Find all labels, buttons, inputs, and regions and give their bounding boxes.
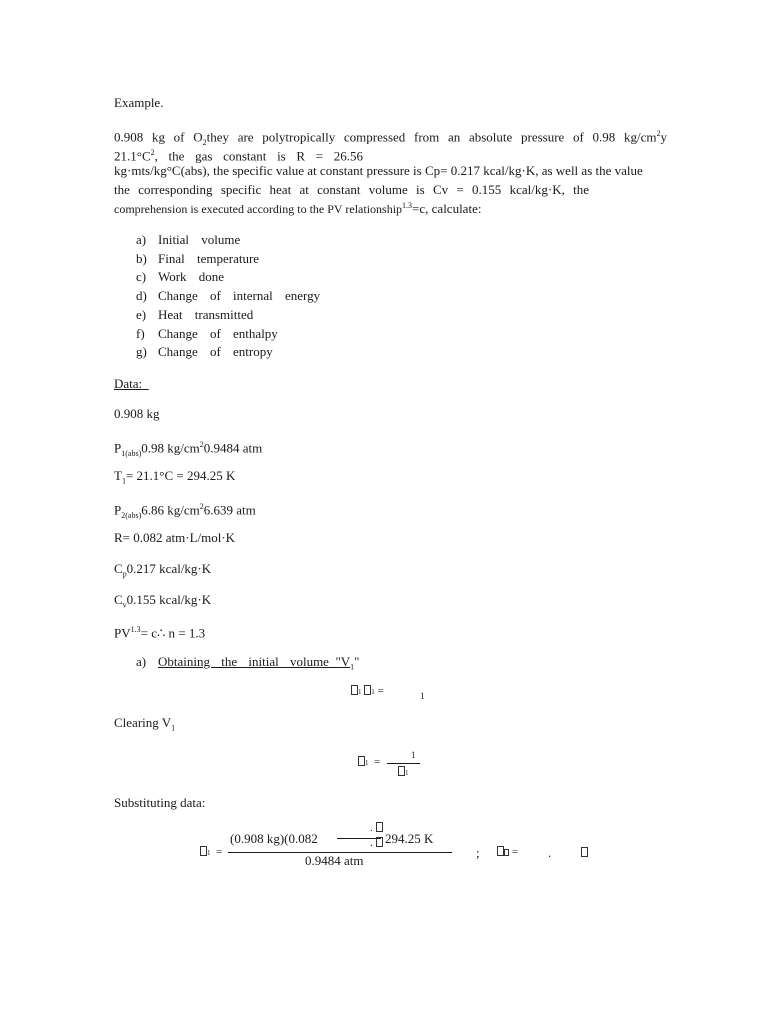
dot: . xyxy=(370,837,373,849)
statement-line-4: the corresponding specific heat at constant volume is Cv = 0.155 kcal/kg·K, the xyxy=(114,182,589,197)
statement-line-2 xyxy=(114,145,363,164)
missing-glyph-icon xyxy=(376,837,383,847)
statement-text: 21.1°C xyxy=(114,148,151,164)
list-item xyxy=(136,343,320,362)
list-letter: b) xyxy=(136,250,147,266)
missing-glyph-icon xyxy=(376,822,383,832)
list-letter: d) xyxy=(136,288,147,304)
subscript: 2(abs) xyxy=(121,510,142,520)
data-cv xyxy=(114,592,211,614)
fraction-bar xyxy=(387,763,420,764)
superscript: 1.3 xyxy=(402,201,413,210)
superscript: 1.3 xyxy=(130,625,141,634)
list-text: Final temperature xyxy=(158,250,260,266)
data-pv xyxy=(114,622,205,641)
data-text: PV xyxy=(114,625,131,641)
list-letter: g) xyxy=(136,344,147,360)
list-item xyxy=(136,306,320,325)
missing-glyph-icon xyxy=(581,847,588,857)
dot: . xyxy=(370,822,373,834)
data-text: C xyxy=(114,561,123,576)
subscript: 1 xyxy=(350,662,355,672)
data-p1 xyxy=(114,437,262,462)
statement-line-3: kg·mts/kg°C(abs), the specific value at constant pressure is Cp= 0.217 kcal/kg·K, as well as the value xyxy=(114,163,643,178)
data-mass: 0.908 kg xyxy=(114,406,160,421)
superscript: 2 xyxy=(150,148,155,157)
missing-glyph-icon xyxy=(351,685,358,695)
list-item xyxy=(136,287,320,306)
fraction-numerator-sub: 1 xyxy=(411,750,416,760)
list-letter: a) xyxy=(136,232,147,247)
data-t1 xyxy=(114,468,235,490)
clearing-text: Clearing V xyxy=(114,715,172,730)
semicolon: ; xyxy=(476,845,480,860)
substitution-numerator: (0.908 kg)(0.082 xyxy=(230,831,318,846)
step-a-heading xyxy=(136,654,359,676)
statement-text: =c, calculate: xyxy=(412,201,482,216)
substituting-label: Substituting data: xyxy=(114,795,206,810)
equation-substitution-lhs: 1 = xyxy=(200,846,222,858)
missing-glyph-icon xyxy=(358,756,365,766)
missing-glyph-icon xyxy=(497,846,504,856)
unit-fragment-bottom xyxy=(370,837,383,849)
clearing-label xyxy=(114,715,175,737)
data-text: P xyxy=(114,502,122,518)
list-letter: e) xyxy=(136,306,147,322)
data-text: T xyxy=(114,468,122,483)
equals-sign: = xyxy=(377,685,384,697)
data-text: 0.155 kcal/kg·K xyxy=(126,592,212,607)
missing-glyph-icon xyxy=(398,766,405,776)
example-title: Example. xyxy=(114,95,164,110)
questions-list xyxy=(136,231,320,362)
superscript: 2 xyxy=(199,440,204,449)
statement-text: , the gas constant is R = 26.56 xyxy=(154,148,363,164)
data-heading xyxy=(114,376,149,392)
list-item xyxy=(136,325,320,344)
data-text: 6.86 kg/cm xyxy=(141,502,200,518)
list-text: Work done xyxy=(158,269,225,285)
list-letter: c) xyxy=(136,269,147,285)
subscript: p xyxy=(122,569,127,579)
equation-v1: 1 = xyxy=(358,756,380,768)
substitution-temperature: 294.25 K xyxy=(385,831,434,846)
superscript: 2 xyxy=(199,502,204,511)
data-p2 xyxy=(114,499,256,524)
data-cp xyxy=(114,561,211,583)
equals-sign: = xyxy=(216,846,223,858)
result-unit xyxy=(581,847,588,859)
missing-glyph-icon xyxy=(504,849,509,856)
data-heading-text: Data: xyxy=(114,376,143,391)
list-item xyxy=(136,268,320,287)
data-text: 0.9484 atm xyxy=(203,440,263,456)
statement-text: they are polytropically compressed from an absolute pressure of 0.98 kg/cm xyxy=(206,129,657,145)
statement-line-5 xyxy=(114,201,481,217)
subscript: 1 xyxy=(171,723,176,733)
list-text: Change of entropy xyxy=(158,344,273,360)
data-text: C xyxy=(114,592,123,607)
subscript: v xyxy=(122,600,127,610)
equation-ideal-gas: 1 1 = xyxy=(351,685,384,697)
list-item xyxy=(136,231,320,250)
statement-text: comprehension is executed according to the PV relationship xyxy=(114,202,403,216)
missing-glyph-icon xyxy=(200,846,207,856)
data-r: R= 0.082 atm·L/mol·K xyxy=(114,530,236,545)
equals-sign: = xyxy=(374,756,381,768)
subscript: 2 xyxy=(202,137,207,147)
step-quote-end: " xyxy=(354,654,360,669)
list-letter: f) xyxy=(136,325,145,341)
statement-text: y xyxy=(660,129,668,145)
data-text: P xyxy=(114,440,122,456)
data-text: 0.98 kg/cm xyxy=(141,440,200,456)
data-text: = 21.1°C = 294.25 K xyxy=(125,468,236,483)
data-text: 0.217 kcal/kg·K xyxy=(126,561,212,576)
step-text: Obtaining the initial volume xyxy=(158,654,329,669)
fraction-denominator: 1 xyxy=(398,766,409,778)
list-text: Change of enthalpy xyxy=(158,325,278,341)
result-dot: . xyxy=(548,845,552,860)
substitution-denominator: 0.9484 atm xyxy=(305,853,364,868)
data-text: = c∴ n = 1.3 xyxy=(140,625,206,641)
subscript: 1(abs) xyxy=(121,448,142,458)
step-quote: "V xyxy=(335,654,351,669)
subscript: 1 xyxy=(121,476,126,486)
equation-result xyxy=(497,846,518,858)
superscript: 2 xyxy=(656,129,661,138)
statement-text: 0.908 kg of O xyxy=(114,129,203,145)
list-text: Change of internal energy xyxy=(158,288,321,304)
equation-subscript: 1 xyxy=(420,691,425,701)
data-text: 6.639 atm xyxy=(203,502,256,518)
list-text: Heat transmitted xyxy=(158,306,254,322)
list-item xyxy=(136,250,320,269)
step-letter: a) xyxy=(136,654,147,669)
unit-fragment-top xyxy=(370,822,383,834)
equals-sign: = xyxy=(511,846,518,858)
list-text: Initial volume xyxy=(158,232,241,247)
